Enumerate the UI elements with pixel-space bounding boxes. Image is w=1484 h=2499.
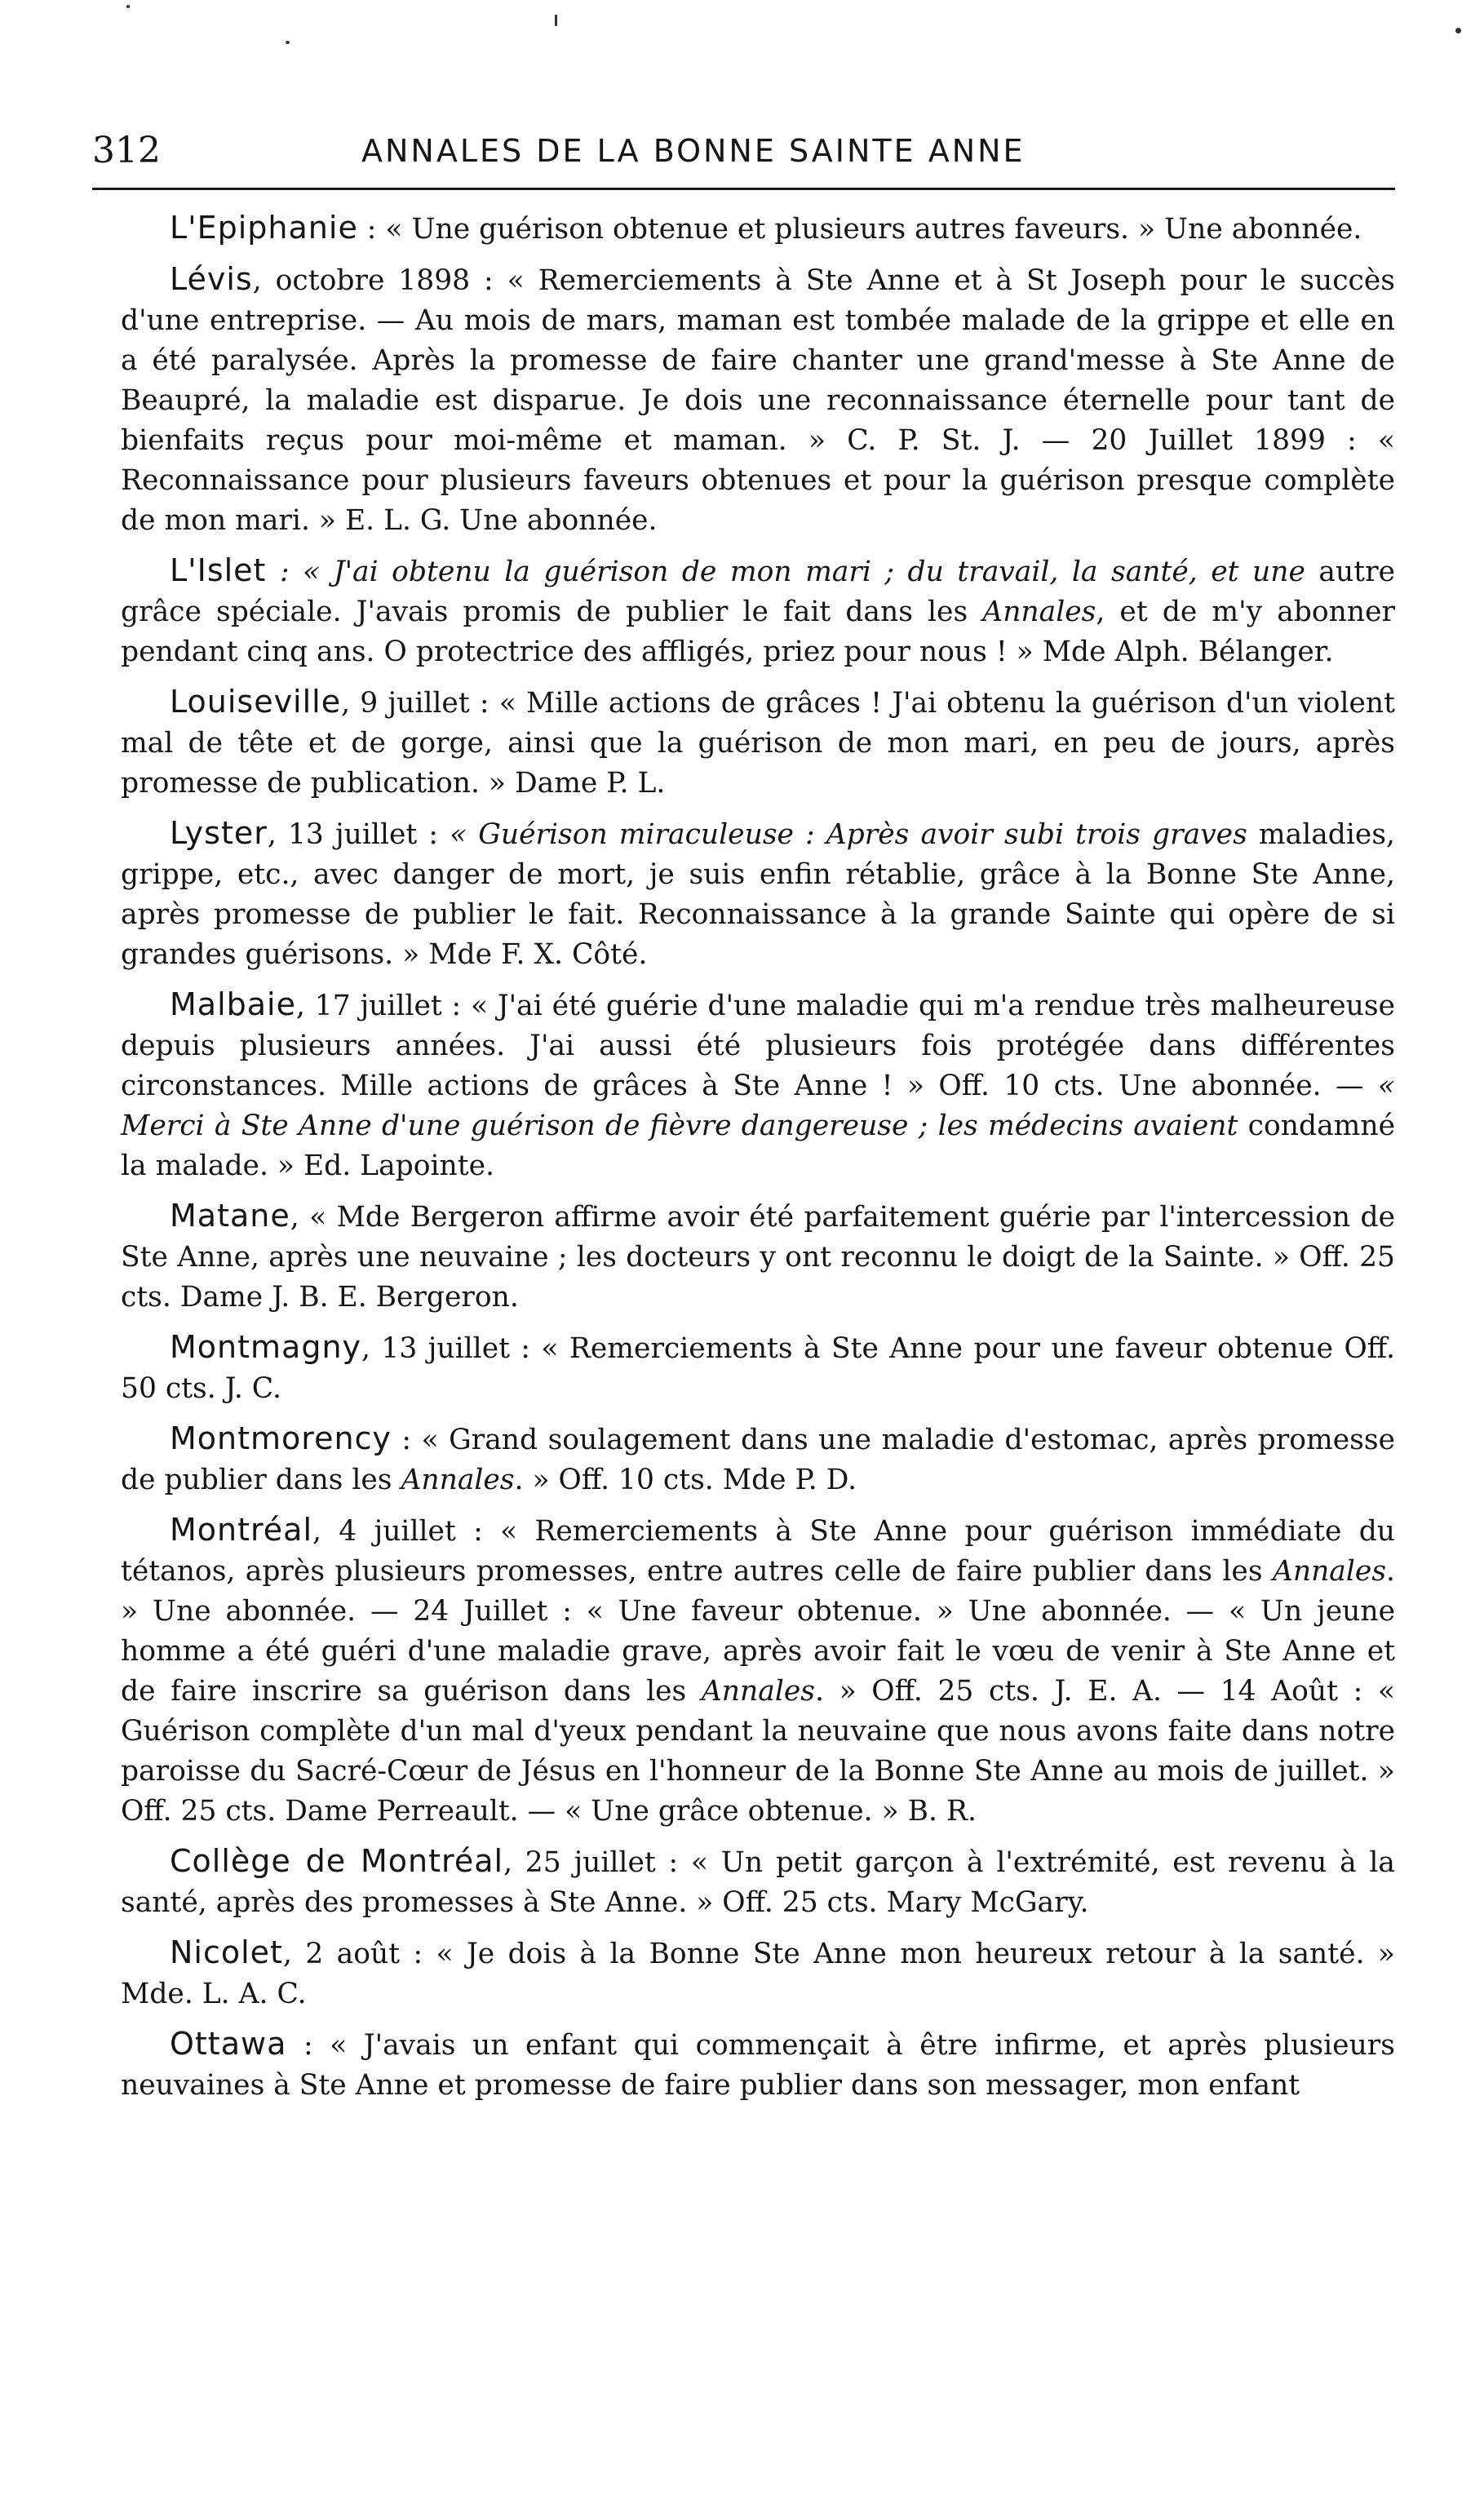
place-name: Louiseville [170, 684, 342, 720]
entry-lislet [121, 551, 1395, 672]
page-header [92, 126, 1395, 175]
entry-text: , 17 juillet : « J'ai été guérie d'une maladie qui m'a rendue très malheureuse depuis plusieurs années. J'ai aussi été plusieurs fois protégée dans différentes circonstances. Mille actions de grâces à Ste Anne ! » Off. 10 cts. Une abonnée. — [121, 990, 1395, 1102]
entry-nicolet [121, 1933, 1395, 2014]
place-name: Lévis [170, 261, 253, 297]
annales-title: Annales [701, 1675, 815, 1708]
place-name: L'Epiphanie [170, 210, 358, 246]
place-name: Lyster [170, 815, 268, 851]
entry-text: , 25 juillet : « Un petit garçon à l'extrémité, est revenu à la santé, après des promesses à Ste Anne. » Off. 25 cts. Mary McGary. [121, 1846, 1396, 1919]
entry-text: . » Off. 25 cts. J. E. A. — 14 Août : « Guérison complète d'un mal d'yeux pendant la neuvaine que nous avons faite dans notre paroisse du Sacré-Cœur de Jésus en l'honneur de la Bonne Ste Anne au mois de juillet. » Off. 25 cts. Dame Perreault. — « Une grâce obtenue. » B. R. [121, 1675, 1395, 1828]
entry-ottawa [121, 2024, 1395, 2106]
place-name: Montréal [170, 1512, 313, 1548]
entry-text-italic: « Merci à Ste Anne d'une guérison de fièvre dangereuse ; les médecins avaient [121, 1070, 1395, 1142]
entry-matane [121, 1196, 1395, 1318]
entry-text: , 13 juillet : [267, 818, 450, 851]
entry-text: autre grâce spéciale. J'avais promis de publier le fait dans les [121, 556, 1395, 628]
entry-text: , « Mde Bergeron affirme avoir été parfaitement guérie par l'intercession de Ste Anne, après une neuvaine ; les docteurs y ont reconnu le doigt de la Sainte. » Off. 25 cts. Dame J. B. E. Bergeron. [121, 1201, 1395, 1314]
entry-text: , 2 août : « Je dois à la Bonne Ste Anne mon heureux retour à la santé. » Mde. L. A. C. [121, 1938, 1395, 2010]
entry-text: , 4 juillet : « Remerciements à Ste Anne pour guérison immédiate du tétanos, après plusieurs promesses, entre autres celle de faire publier dans les [121, 1515, 1395, 1588]
entry-text: : « Grand soulagement dans une maladie d'estomac, après promesse de publier dans les [121, 1424, 1395, 1496]
place-name: Malbaie [170, 986, 296, 1022]
entry-lyster [121, 813, 1395, 975]
entry-text-italic: : « J'ai obtenu la guérison de mon mari ; du travail, la santé, et une [266, 556, 1305, 588]
header-rule [92, 188, 1395, 190]
entry-text: , et de m'y abonner pendant cinq ans. O protectrice des affligés, priez pour nous ! » Mde Alph. Bélanger. [121, 596, 1395, 668]
place-name: Nicolet [170, 1934, 283, 1970]
entry-text: . » Une abonnée. — 24 Juillet : « Une faveur obtenue. » Une abonnée. — « Un jeune homme a été guéri d'une maladie grave, après avoir fait le vœu de venir à Ste Anne et de faire inscrire sa guérison dans les [121, 1555, 1395, 1708]
place-name: L'Islet [170, 552, 267, 588]
annales-title: Annales [982, 596, 1096, 628]
entry-text: , 9 juillet : « Mille actions de grâces ! J'ai obtenu la guérison d'un violent mal de tête et de gorge, ainsi que la guérison de mon mari, en peu de jours, après promesse de publication. » Dame P. L. [121, 687, 1395, 800]
entry-text: . » Off. 10 cts. Mde P. D. [514, 1464, 857, 1496]
place-name: Ottawa [170, 2026, 287, 2062]
entry-text: , 13 juillet : « Remerciements à Ste Anne pour une faveur obtenue Off. 50 cts. J. C. [121, 1332, 1395, 1405]
entry-louiseville [121, 682, 1395, 804]
entry-text: condamné la malade. » Ed. Lapointe. [121, 1110, 1395, 1182]
entry-montmorency [121, 1419, 1395, 1500]
annales-title: Annales [1272, 1555, 1387, 1588]
page-body [121, 208, 1395, 2116]
entry-text: , octobre 1898 : « Remerciements à Ste Anne et à St Joseph pour le succès d'une entreprise. — Au mois de mars, maman est tombée malade de la grippe et elle en a été paralysée. Après la promesse de faire chanter une grand'messe à Ste Anne de Beaupré, la maladie est disparue. Je dois une reconnaissance éternelle pour tant de bienfaits reçus pour moi-même et maman. » C. P. St. J. — 20 Juillet 1899 : « Reconnaissance pour plusieurs faveurs obtenues et pour la guérison presque complète de mon mari. » E. L. G. Une abonnée. [121, 264, 1395, 537]
running-title: ANNALES DE LA BONNE SAINTE ANNE [361, 133, 1026, 169]
entry-text: : « J'avais un enfant qui commençait à être infirme, et après plusieurs neuvaines à Ste Anne et promesse de faire publier dans son messager, mon enfant [121, 2029, 1395, 2102]
entry-malbaie [121, 985, 1395, 1186]
place-name: Montmorency [170, 1420, 392, 1456]
place-name: Collège de Montréal [170, 1843, 504, 1879]
entry-text-italic: « Guérison miraculeuse : Après avoir subi trois graves [450, 818, 1247, 851]
entry-levis [121, 259, 1395, 541]
entry-college-de-montreal [121, 1841, 1395, 1923]
place-name: Matane [170, 1198, 290, 1234]
page-number: 312 [92, 130, 161, 171]
entry-montmagny [121, 1327, 1395, 1409]
annales-title: Annales [401, 1464, 515, 1496]
entry-lepiphanie [121, 208, 1395, 250]
entry-text: maladies, grippe, etc., avec danger de mort, je suis enfin rétablie, grâce à la Bonne Ste Anne, après promesse de publier le fait. Reconnaissance à la grande Sainte qui opère de si grandes guérisons. » Mde F. X. Côté. [121, 818, 1396, 971]
place-name: Montmagny [170, 1329, 362, 1365]
entry-text: : « Une guérison obtenue et plusieurs autres faveurs. » Une abonnée. [357, 213, 1362, 246]
entry-montreal [121, 1510, 1395, 1832]
